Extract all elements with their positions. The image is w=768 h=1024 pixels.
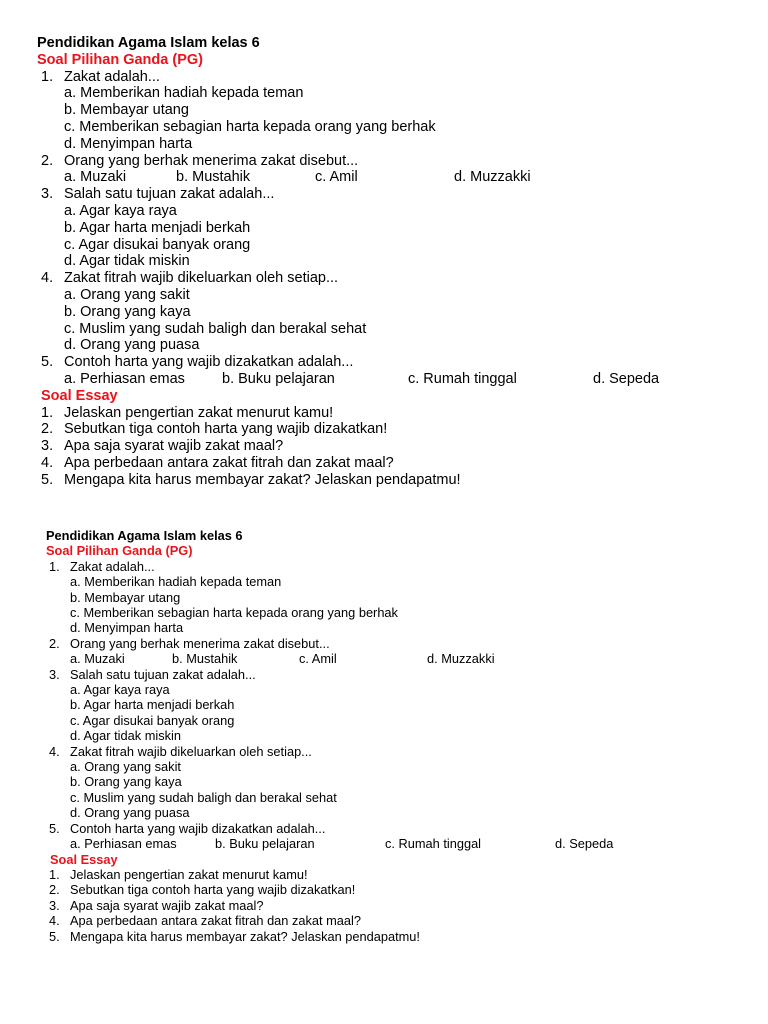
- option: c. Amil: [299, 651, 337, 667]
- question-number: 2.: [49, 635, 60, 651]
- question-text: Orang yang berhak menerima zakat disebut...: [70, 635, 330, 651]
- question-number: 4.: [49, 913, 60, 929]
- question-number: 2.: [41, 152, 54, 169]
- option: b. Buku pelajaran: [222, 370, 335, 387]
- question-4: [46, 744, 420, 759]
- option: a. Memberikan hadiah kepada teman: [64, 85, 304, 102]
- option: a. Memberikan hadiah kepada teman: [70, 574, 282, 590]
- question-text: Contoh harta yang wajib dizakatkan adalah...: [64, 354, 354, 371]
- document-copy-1: [37, 35, 660, 489]
- question-text: Sebutkan tiga contoh harta yang wajib dizakatkan!: [64, 421, 388, 438]
- question-number: 4.: [49, 743, 60, 759]
- question-number: 3.: [41, 186, 54, 203]
- question-number: 1.: [41, 404, 54, 421]
- question-number: 1.: [49, 558, 60, 574]
- section-heading-essay: Soal Essay: [41, 387, 118, 404]
- question-1: [37, 69, 461, 86]
- option: c. Rumah tinggal: [408, 370, 517, 387]
- option: b. Agar harta menjadi berkah: [70, 697, 235, 713]
- option: c. Muslim yang sudah baligh dan berakal sehat: [70, 789, 337, 805]
- question-3: [37, 186, 461, 203]
- question-number: 5.: [49, 820, 60, 836]
- question-2: [37, 153, 461, 170]
- essay-question-2: [46, 882, 420, 897]
- question-number: 3.: [49, 897, 60, 913]
- question-number: 4.: [41, 454, 54, 471]
- section-heading-essay: Soal Essay: [50, 851, 118, 867]
- question-text: Contoh harta yang wajib dizakatkan adalah...: [70, 820, 326, 836]
- question-number: 4.: [41, 270, 54, 287]
- essay-question-5: [37, 472, 461, 489]
- question-text: Sebutkan tiga contoh harta yang wajib dizakatkan!: [70, 882, 356, 898]
- option-row: [46, 836, 614, 852]
- option: b. Mustahik: [172, 651, 238, 667]
- option: b. Orang yang kaya: [70, 774, 182, 790]
- essay-question-3: [46, 898, 420, 913]
- question-text: Zakat adalah...: [64, 68, 160, 85]
- essay-question-1: [46, 867, 420, 882]
- document-copy-2: [46, 528, 614, 944]
- option: d. Menyimpan harta: [70, 620, 184, 636]
- question-1: [46, 559, 420, 574]
- option: d. Muzzakki: [454, 169, 531, 186]
- option: d. Agar tidak miskin: [70, 728, 181, 744]
- essay-question-2: [37, 421, 461, 438]
- question-number: 1.: [49, 866, 60, 882]
- question-text: Salah satu tujuan zakat adalah...: [64, 186, 275, 203]
- option: b. Agar harta menjadi berkah: [64, 219, 251, 236]
- document-title: Pendidikan Agama Islam kelas 6: [37, 35, 260, 51]
- option: a. Perhiasan emas: [70, 836, 177, 852]
- question-text: Zakat fitrah wajib dikeluarkan oleh setiap...: [70, 743, 312, 759]
- question-number: 5.: [41, 471, 54, 488]
- question-text: Zakat fitrah wajib dikeluarkan oleh setiap...: [64, 270, 339, 287]
- option: b. Membayar utang: [70, 589, 181, 605]
- document-title: Pendidikan Agama Islam kelas 6: [46, 528, 243, 543]
- option: c. Amil: [315, 169, 358, 186]
- option: c. Agar disukai banyak orang: [70, 712, 235, 728]
- question-5: [46, 821, 420, 836]
- option-row: [46, 651, 495, 667]
- option: b. Membayar utang: [64, 102, 189, 119]
- question-text: Mengapa kita harus membayar zakat? Jelaskan pendapatmu!: [70, 928, 420, 944]
- essay-question-4: [37, 455, 461, 472]
- essay-question-1: [37, 405, 461, 422]
- question-text: Apa perbedaan antara zakat fitrah dan zakat maal?: [70, 913, 361, 929]
- option: b. Mustahik: [176, 169, 251, 186]
- question-text: Orang yang berhak menerima zakat disebut...: [64, 152, 359, 169]
- option: a. Agar kaya raya: [70, 682, 170, 698]
- question-text: Jelaskan pengertian zakat menurut kamu!: [64, 404, 334, 421]
- option-row: [37, 169, 531, 186]
- option: c. Rumah tinggal: [385, 836, 482, 852]
- question-number: 2.: [41, 421, 54, 438]
- option: d. Muzzakki: [427, 651, 495, 667]
- question-2: [46, 636, 420, 651]
- option: a. Perhiasan emas: [64, 370, 185, 387]
- question-number: 1.: [41, 68, 54, 85]
- option: b. Orang yang kaya: [64, 303, 191, 320]
- question-3: [46, 667, 420, 682]
- question-number: 3.: [41, 438, 54, 455]
- option: d. Menyimpan harta: [64, 135, 193, 152]
- option: c. Memberikan sebagian harta kepada orang yang berhak: [70, 605, 398, 621]
- option: d. Orang yang puasa: [70, 805, 190, 821]
- option-row: [37, 370, 660, 388]
- question-number: 5.: [49, 928, 60, 944]
- option: c. Memberikan sebagian harta kepada orang yang berhak: [64, 118, 436, 135]
- question-number: 5.: [41, 354, 54, 371]
- section-heading-pg: Soal Pilihan Ganda (PG): [46, 543, 193, 559]
- option: c. Agar disukai banyak orang: [64, 236, 251, 253]
- question-4: [37, 270, 461, 287]
- essay-question-5: [46, 929, 420, 944]
- option: d. Sepeda: [593, 370, 660, 387]
- option: b. Buku pelajaran: [215, 836, 315, 852]
- question-text: Apa saja syarat wajib zakat maal?: [64, 438, 284, 455]
- question-number: 3.: [49, 666, 60, 682]
- question-number: 2.: [49, 882, 60, 898]
- question-5: [37, 354, 461, 371]
- option: a. Orang yang sakit: [64, 286, 190, 303]
- question-text: Mengapa kita harus membayar zakat? Jelaskan pendapatmu!: [64, 471, 461, 488]
- essay-question-3: [37, 438, 461, 455]
- option: a. Orang yang sakit: [70, 759, 181, 775]
- option: a. Muzaki: [64, 169, 127, 186]
- option: a. Agar kaya raya: [64, 202, 177, 219]
- option: a. Muzaki: [70, 651, 125, 667]
- essay-question-4: [46, 913, 420, 928]
- question-text: Jelaskan pengertian zakat menurut kamu!: [70, 866, 308, 882]
- option: d. Sepeda: [555, 836, 614, 852]
- section-heading-pg: Soal Pilihan Ganda (PG): [37, 51, 203, 68]
- option: d. Agar tidak miskin: [64, 253, 190, 270]
- question-text: Zakat adalah...: [70, 558, 155, 574]
- option: c. Muslim yang sudah baligh dan berakal sehat: [64, 320, 367, 337]
- question-text: Salah satu tujuan zakat adalah...: [70, 666, 256, 682]
- option: d. Orang yang puasa: [64, 337, 200, 354]
- question-text: Apa perbedaan antara zakat fitrah dan zakat maal?: [64, 454, 394, 471]
- question-text: Apa saja syarat wajib zakat maal?: [70, 897, 264, 913]
